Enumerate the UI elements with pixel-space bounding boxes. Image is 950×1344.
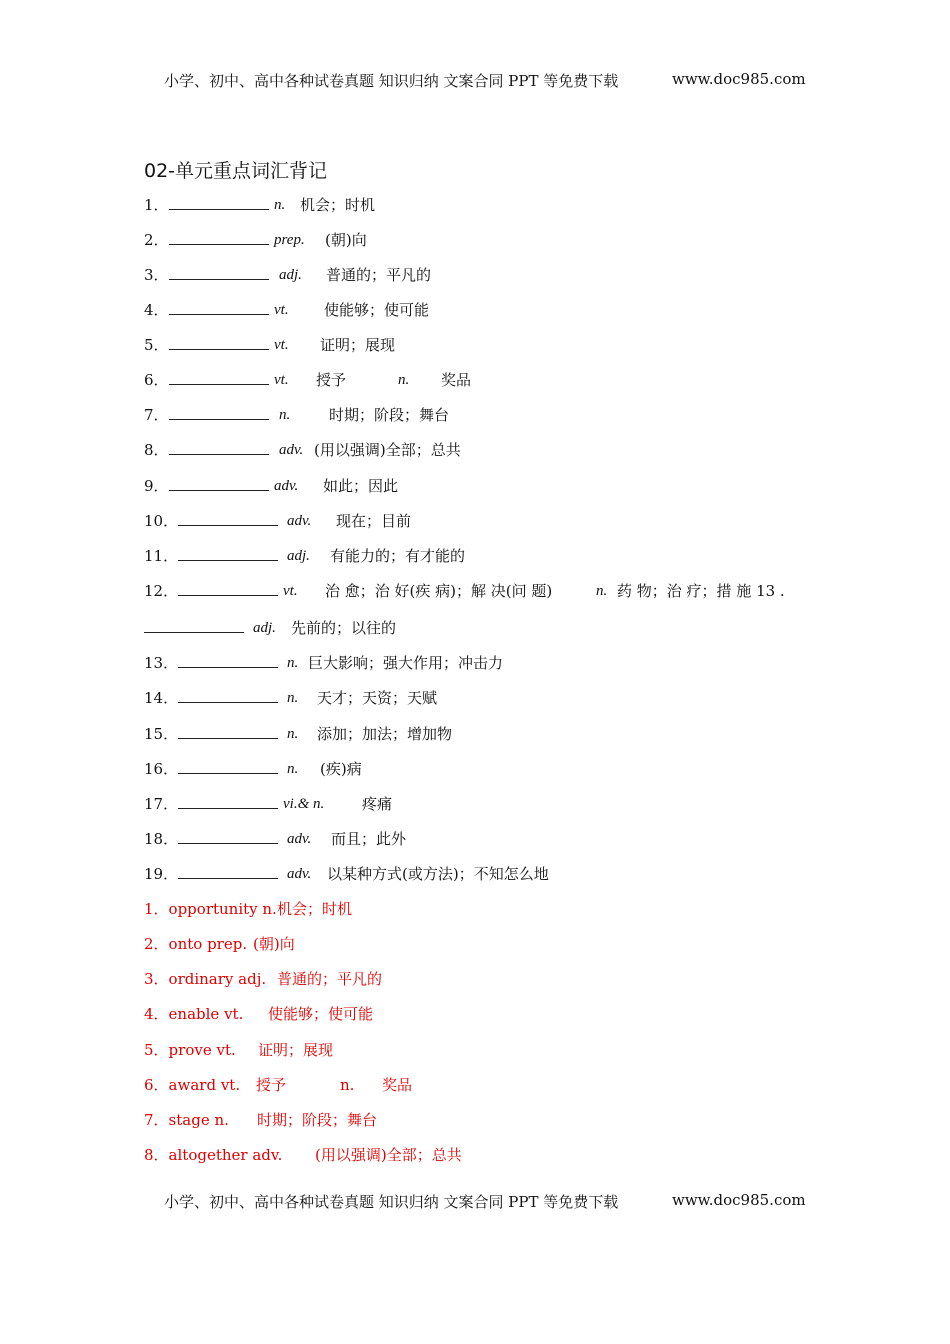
footer-text: 小学、初中、高中各种试卷真题 知识归纳 文案合同 PPT 等免费下载 — [164, 1193, 619, 1211]
header-text: 小学、初中、高中各种试卷真题 知识归纳 文案合同 PPT 等免费下载 — [164, 72, 619, 90]
footer-url: www.doc985.com — [672, 1191, 806, 1209]
answer-blank[interactable] — [169, 265, 269, 280]
answer-blank[interactable] — [169, 370, 269, 385]
answer-row: 7．stage n. 时期；阶段；舞台 — [144, 1111, 378, 1129]
question-row: 2． prep. (朝)向 — [144, 231, 367, 249]
answer-blank[interactable] — [178, 794, 278, 809]
question-row: 17． vi.& n. 疼痛 — [144, 795, 393, 813]
question-row: 11． adj. 有能力的；有才能的 — [144, 547, 466, 565]
question-row: 7． n. 时期；阶段；舞台 — [144, 406, 450, 424]
question-row: 4． vt. 使能够；使可能 — [144, 301, 430, 319]
answer-blank[interactable] — [144, 618, 244, 633]
question-row: 6． vt. 授予 n. 奖品 — [144, 371, 472, 389]
question-row: 14． n. 天才；天资；天赋 — [144, 689, 438, 707]
question-row: 9． adv. 如此；因此 — [144, 477, 399, 495]
section-title: 02-单元重点词汇背记 — [144, 160, 328, 182]
answer-blank[interactable] — [178, 864, 278, 879]
answer-blank[interactable] — [178, 829, 278, 844]
question-row: 10． adv. 现在；目前 — [144, 512, 412, 530]
answer-blank[interactable] — [178, 724, 278, 739]
answer-blank[interactable] — [169, 300, 269, 315]
answer-blank[interactable] — [178, 511, 278, 526]
answer-blank[interactable] — [169, 440, 269, 455]
answer-row: 8．altogether adv. (用以强调)全部；总共 — [144, 1146, 462, 1164]
question-row: 5． vt. 证明；展现 — [144, 336, 396, 354]
question-row: 13． n. 巨大影响；强大作用；冲击力 — [144, 654, 504, 672]
question-row: 18． adv. 而且；此外 — [144, 830, 407, 848]
question-row: 16． n. (疾)病 — [144, 760, 362, 778]
question-row: 15． n. 添加；加法；增加物 — [144, 725, 453, 743]
answer-row: 1．opportunity n. 机会；时机 — [144, 900, 353, 918]
answer-blank[interactable] — [178, 759, 278, 774]
answer-blank[interactable] — [169, 230, 269, 245]
header-url: www.doc985.com — [672, 70, 806, 88]
question-row: 12． vt. 治 愈；治 好(疾 病)；解 决(问 题) n. 药 物；治 疗；措 施 13 . — [144, 582, 785, 600]
answer-blank[interactable] — [178, 688, 278, 703]
answer-blank[interactable] — [169, 195, 269, 210]
question-row: 3． adj. 普通的；平凡的 — [144, 266, 432, 284]
answer-row: 4．enable vt. 使能够；使可能 — [144, 1005, 374, 1023]
answer-row: 6．award vt. 授予 n. 奖品 — [144, 1076, 413, 1094]
question-row: adj. 先前的；以往的 — [144, 618, 244, 638]
answer-blank[interactable] — [178, 653, 278, 668]
answer-row: 2．onto prep. (朝)向 — [144, 935, 295, 953]
question-row: 8． adv. (用以强调)全部；总共 — [144, 441, 461, 459]
answer-row: 3．ordinary adj. 普通的；平凡的 — [144, 970, 383, 988]
answer-blank[interactable] — [178, 581, 278, 596]
answer-blank[interactable] — [178, 546, 278, 561]
answer-blank[interactable] — [169, 476, 269, 491]
answer-blank[interactable] — [169, 335, 269, 350]
question-row: 19． adv. 以某种方式(或方法)；不知怎么地 — [144, 865, 549, 883]
question-row: 1． n. 机会；时机 — [144, 196, 376, 214]
answer-row: 5．prove vt. 证明；展现 — [144, 1041, 334, 1059]
answer-blank[interactable] — [169, 405, 269, 420]
